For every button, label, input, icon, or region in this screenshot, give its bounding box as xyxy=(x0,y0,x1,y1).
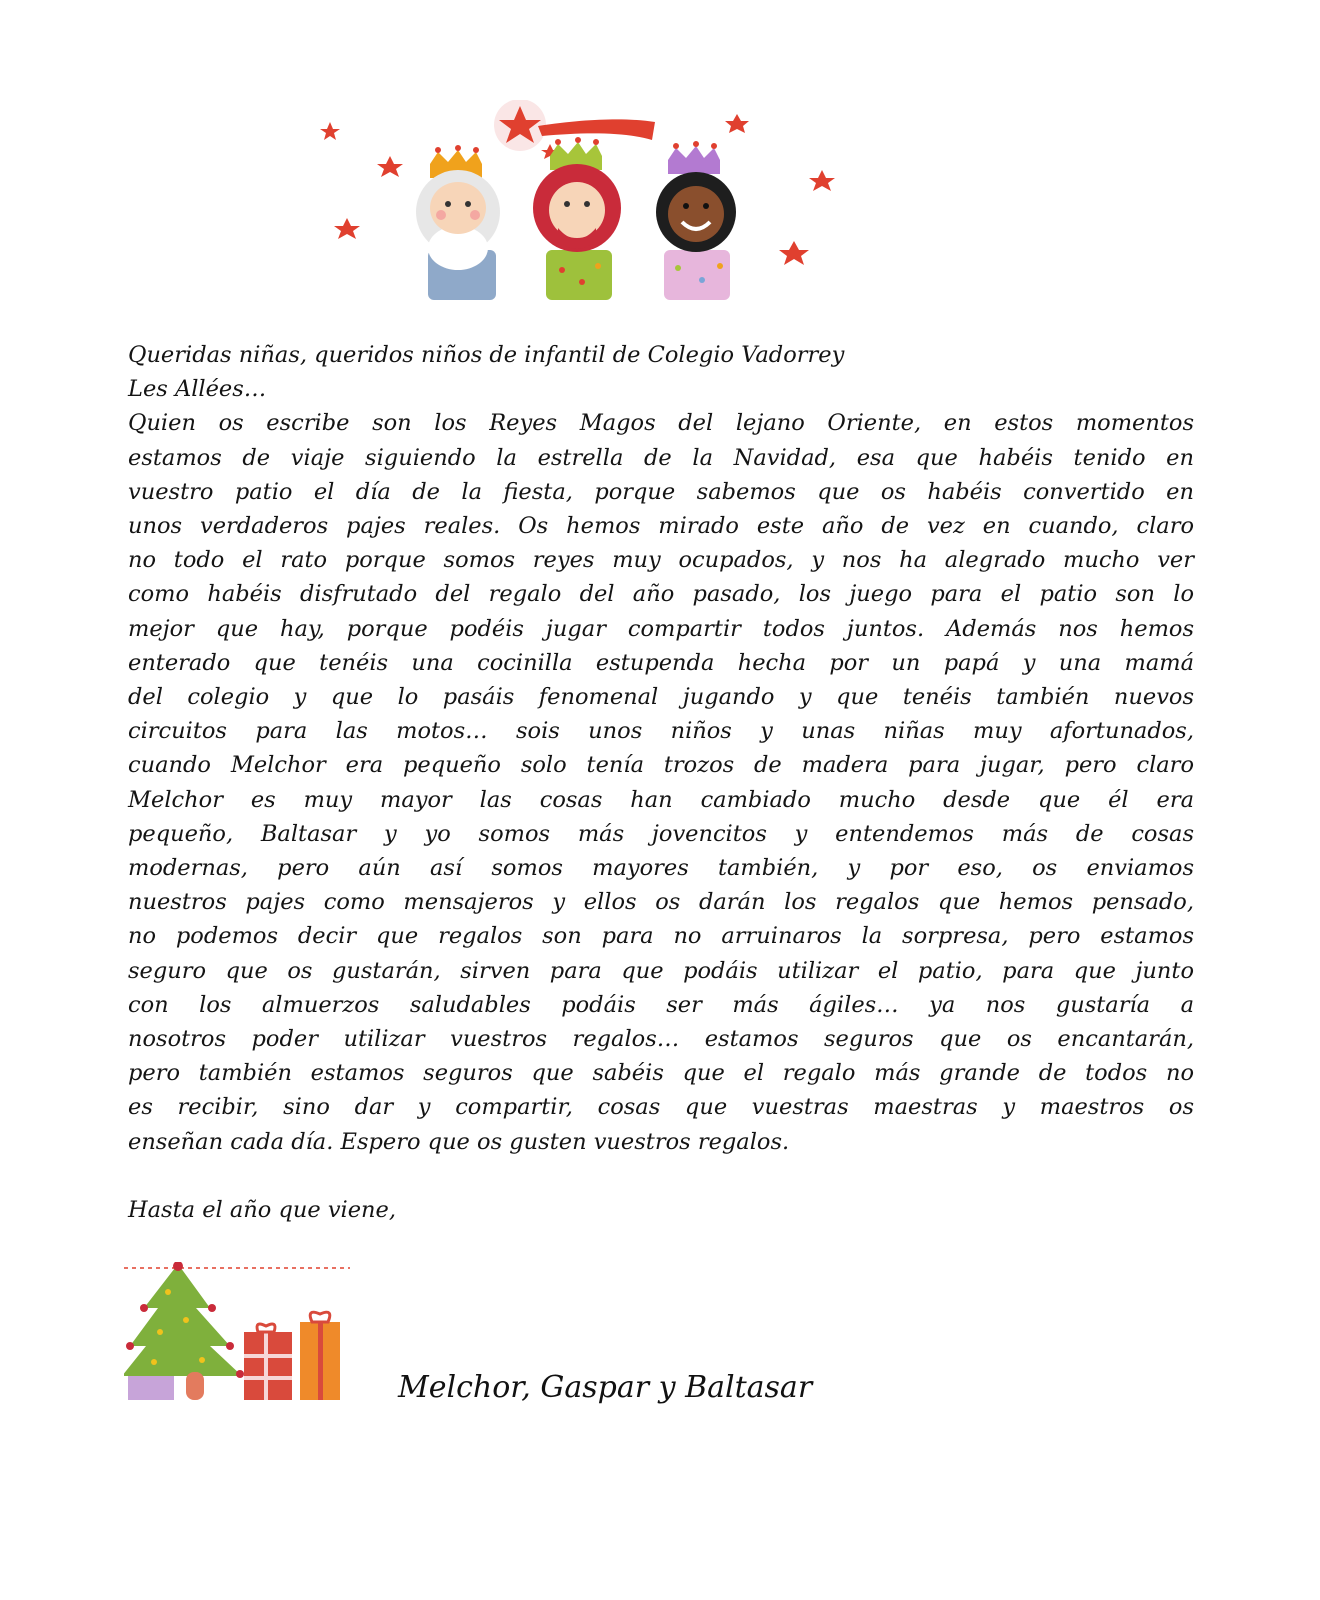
paragraph-line: nuestros pajes como mensajeros y ellos os darán los regalos que hemos pensado, xyxy=(128,889,1194,916)
closing-line: Hasta el año que viene, xyxy=(128,1196,397,1223)
paragraph-line: del colegio y que lo pasáis fenomenal jugando y que tenéis también nuevos xyxy=(128,684,1194,711)
king-baltasar-icon xyxy=(656,141,736,300)
paragraph-line: es recibir, sino dar y compartir, cosas que vuestras maestras y maestros os xyxy=(128,1094,1194,1121)
paragraph-line: seguro que os gustarán, sirven para que podáis utilizar el patio, para que junto xyxy=(128,957,1194,984)
paragraph-line: pequeño, Baltasar y yo somos más jovencitos y entendemos más de cosas xyxy=(128,820,1194,847)
paragraph-line: vuestro patio el día de la fiesta, porque sabemos que os habéis convertido en xyxy=(128,478,1194,505)
paragraph-line: Melchor es muy mayor las cosas han cambiado mucho desde que él era xyxy=(128,786,1194,813)
spacer xyxy=(128,1159,1194,1193)
greeting-line: Les Allées… xyxy=(128,376,267,403)
paragraph-line: nosotros poder utilizar vuestros regalos… estamos seguros que os encantarán, xyxy=(128,1026,1194,1053)
paragraph-line: enterado que tenéis una cocinilla estupenda hecha por un papá y una mamá xyxy=(128,649,1194,676)
paragraph-line: circuitos para las motos… sois unos niños y unas niñas muy afortunados, xyxy=(128,718,1194,745)
gift-box-icon xyxy=(244,1324,292,1400)
paragraph-line: cuando Melchor era pequeño solo tenía trozos de madera para jugar, pero claro xyxy=(128,752,1194,779)
christmas-tree-gifts-icon xyxy=(124,1262,352,1402)
paragraph-line: no podemos decir que regalos son para no arruinaros la sorpresa, pero estamos xyxy=(128,923,1194,950)
paragraph-line: como habéis disfrutado del regalo del año pasado, los juego para el patio son lo xyxy=(128,581,1194,608)
king-melchor-icon xyxy=(416,145,500,300)
christmas-tree-icon xyxy=(124,1262,244,1400)
three-kings-icon xyxy=(310,100,870,312)
gift-box-icon xyxy=(300,1312,340,1400)
paragraph-line: mejor que hay, porque podéis jugar compartir todos juntos. Además nos hemos xyxy=(128,615,1194,642)
paragraph-line: modernas, pero aún así somos mayores también, y por eso, os enviamos xyxy=(128,855,1194,882)
paragraph-line: estamos de viaje siguiendo la estrella de la Navidad, esa que habéis tenido en xyxy=(128,444,1194,471)
signature: Melchor, Gaspar y Baltasar xyxy=(398,1370,813,1405)
paragraph-line: pero también estamos seguros que sabéis que el regalo más grande de todos no xyxy=(128,1060,1194,1087)
letter-body xyxy=(128,338,1194,1227)
paragraph-line: no todo el rato porque somos reyes muy ocupados, y nos ha alegrado mucho ver xyxy=(128,547,1194,574)
paragraph-line: Quien os escribe son los Reyes Magos del lejano Oriente, en estos momentos xyxy=(128,410,1194,437)
paragraph-line: unos verdaderos pajes reales. Os hemos mirado este año de vez en cuando, claro xyxy=(128,513,1194,540)
star-tail-decoration xyxy=(538,119,655,140)
paragraph-line: con los almuerzos saludables podáis ser más ágiles… ya nos gustaría a xyxy=(128,991,1194,1018)
paragraph-last-line: enseñan cada día. Espero que os gusten vuestros regalos. xyxy=(128,1128,790,1155)
greeting-line: Queridas niñas, queridos niños de infantil de Colegio Vadorrey xyxy=(128,342,845,368)
king-gaspar-icon xyxy=(533,137,621,300)
